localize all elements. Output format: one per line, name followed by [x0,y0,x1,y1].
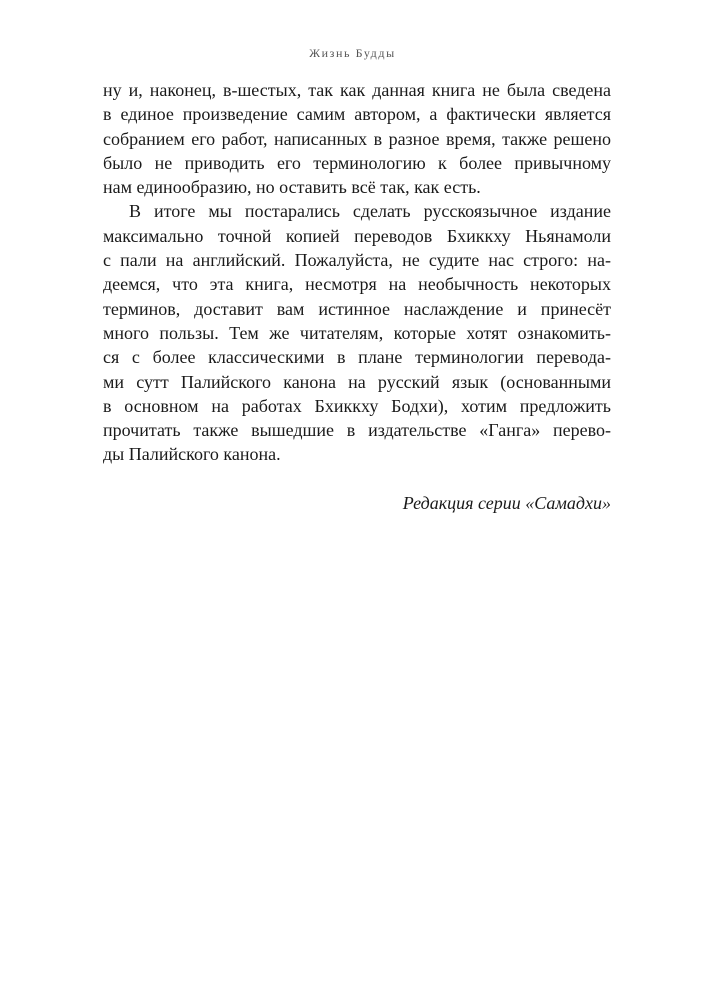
text-line: было не приводить его терминологию к более привычному [103,152,611,173]
text-line: собранием его работ, написанных в разное время, также решено [103,128,611,149]
running-title: Жизнь Будды [309,46,396,60]
text-line: ся с более классическими в плане терминологии перевода- [103,347,611,368]
text-line: ну и, наконец, в-шестых, так как данная книга не была сведена [103,80,611,100]
text-line: ми сутт Палийского канона на русский язык (основанными [103,371,611,392]
text-line: прочитать также вышедшие в издательстве «Ганга» перево- [103,420,611,441]
text-line: максимально точной копией переводов Бхиккху Ньянамоли [103,225,611,246]
text-line: ды Палийского канона. [103,444,281,465]
text-line: с пали на английский. Пожалуйста, не судите нас строго: на- [103,250,611,271]
text-line: в единое произведение самим автором, а фактически является [103,104,611,125]
editorial-signature: Редакция серии «Самадхи» [402,493,611,513]
text-line: деемся, что эта книга, несмотря на необычность некоторых [103,274,611,295]
text-line: много пользы. Тем же читателям, которые хотят ознакомить- [103,322,611,343]
text-line: в основном на работах Бхиккху Бодхи), хотим предложить [103,395,611,416]
text-line: нам единообразию, но оставить всё так, как есть. [103,177,481,198]
paragraph-2 [103,199,611,466]
paragraph-1 [103,78,611,199]
text-line: терминов, доставит вам истинное наслаждение и принесёт [103,298,611,319]
text-line: В итоге мы постарались сделать русскоязычное издание [129,201,611,222]
body-text [103,78,611,467]
